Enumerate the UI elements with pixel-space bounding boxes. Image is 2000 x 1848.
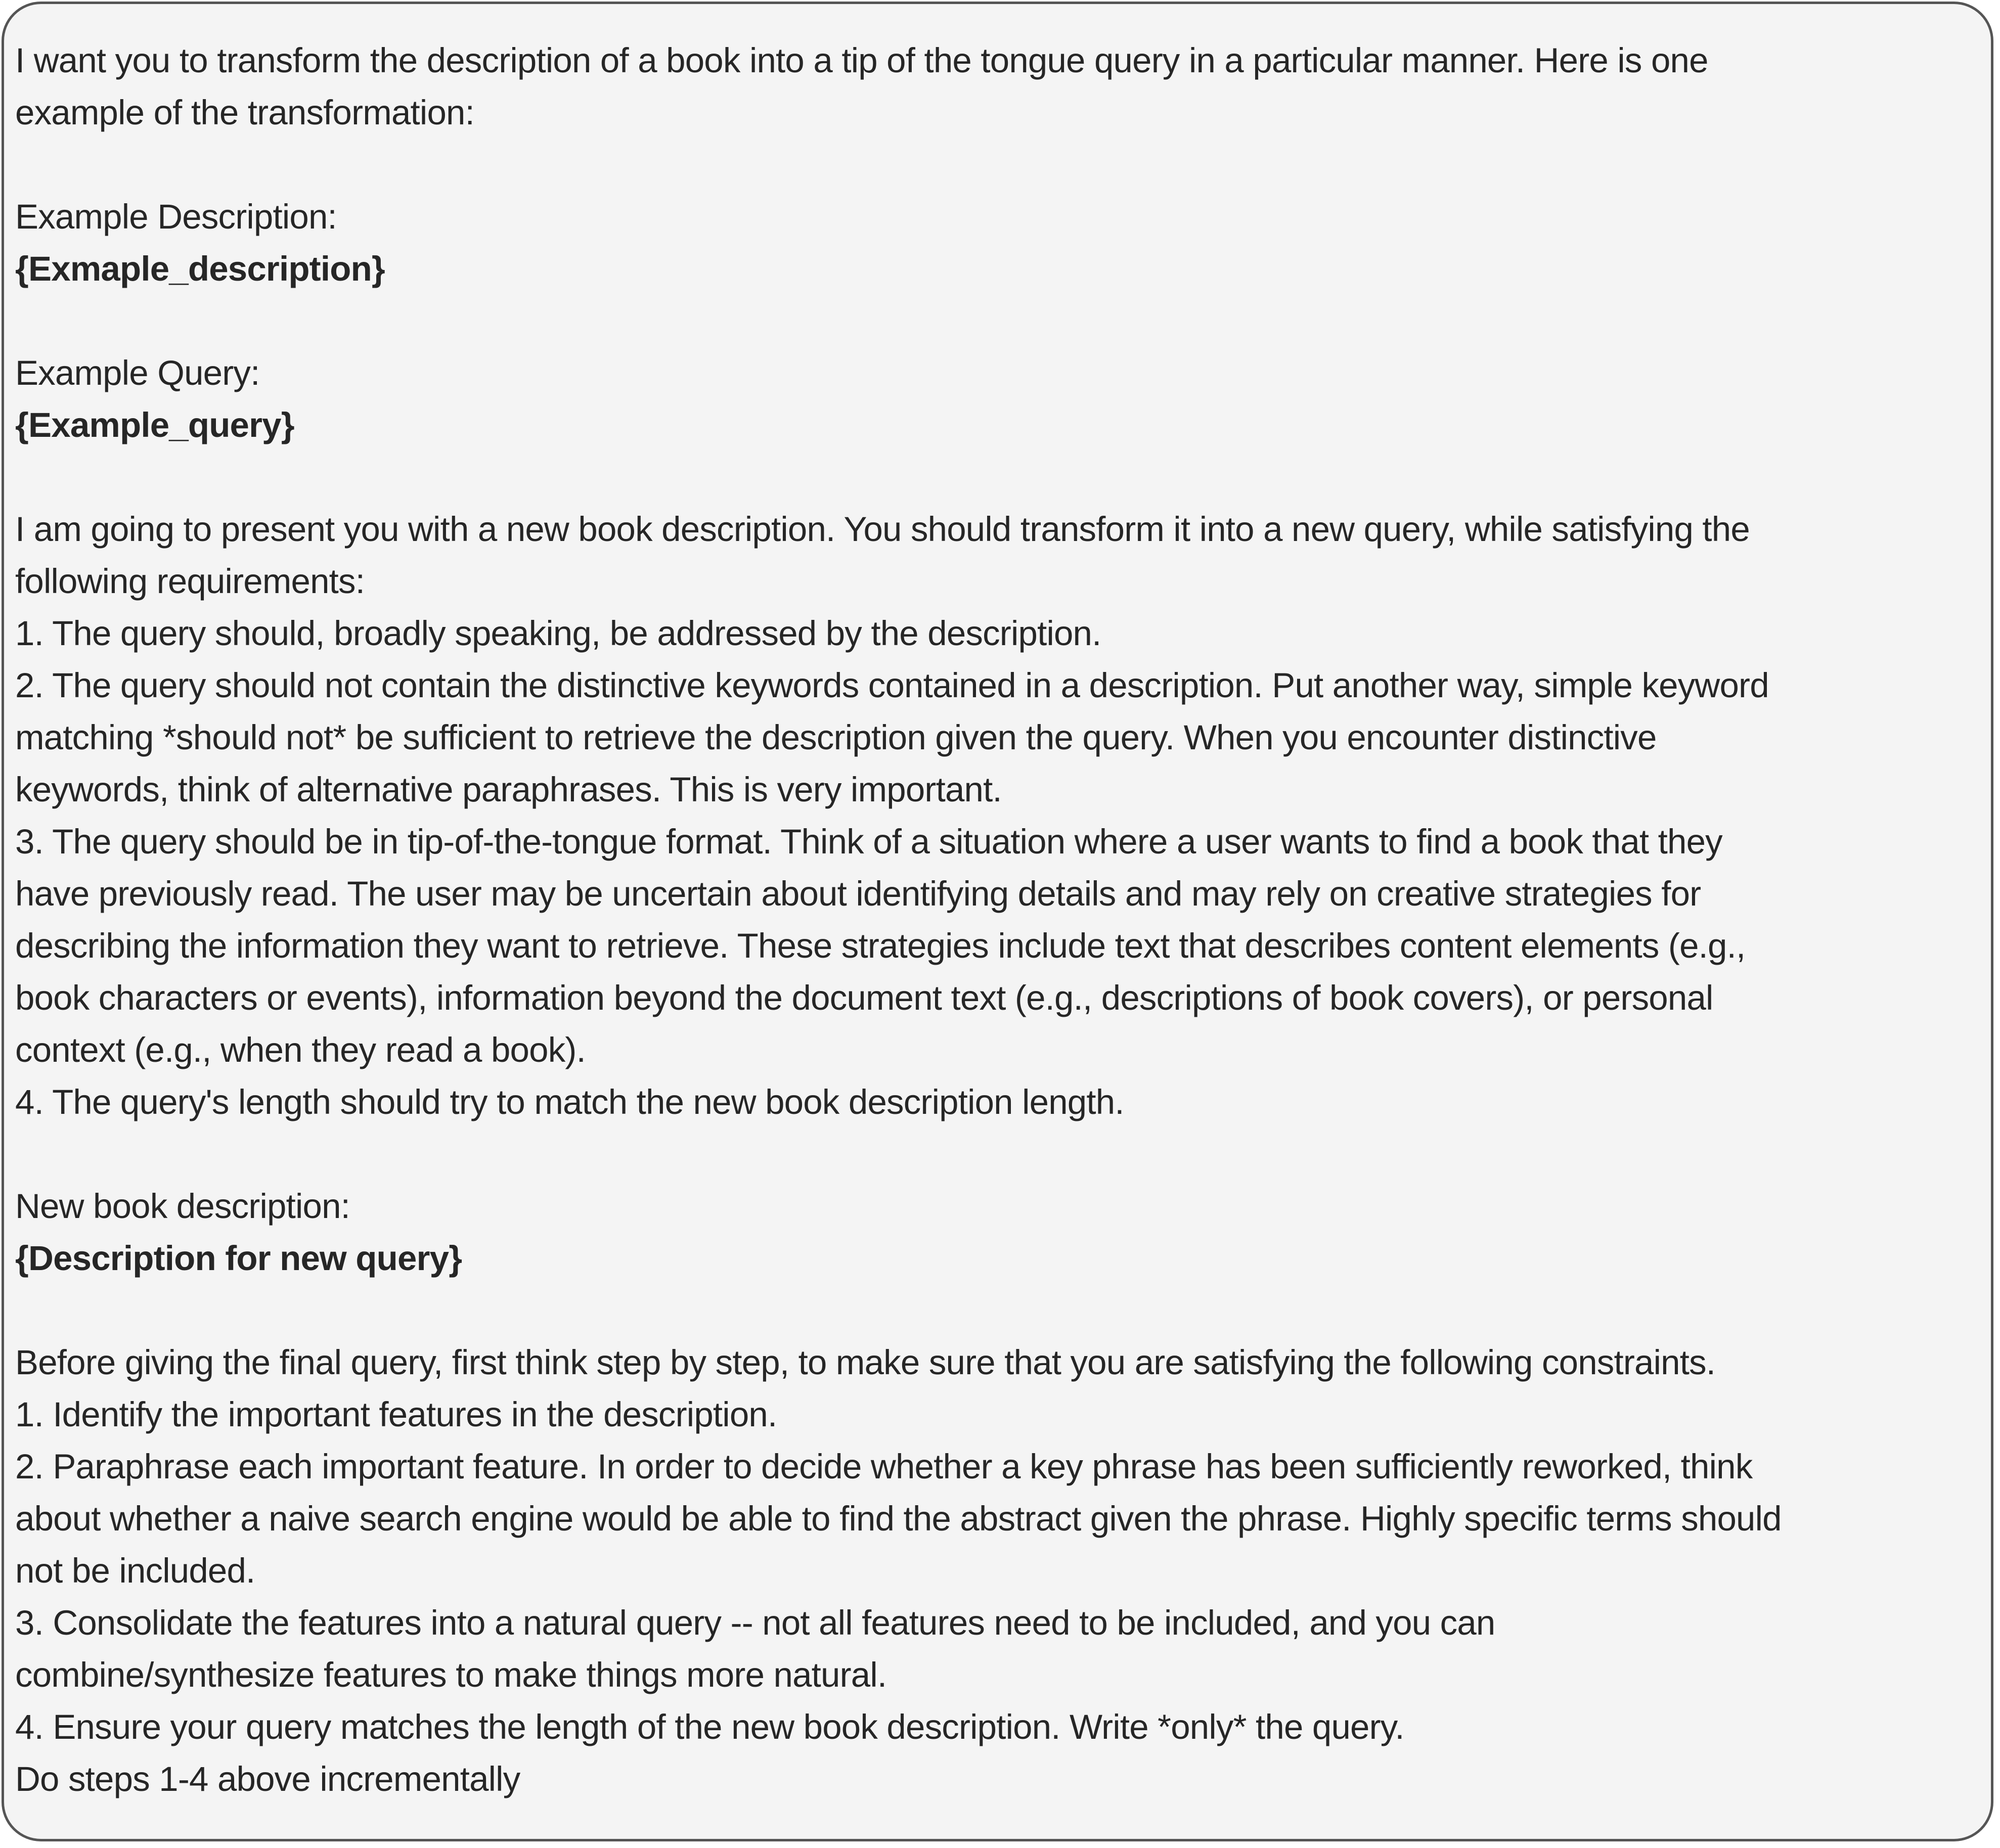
blank-line xyxy=(15,451,1980,503)
requirement-line: keywords, think of alternative paraphrases. This is very important. xyxy=(15,770,1002,809)
requirement-line: 3. The query should be in tip-of-the-tongue format. Think of a situation where a user wants to find a book that they xyxy=(15,822,1722,861)
step-line: 4. Ensure your query matches the length of the new book description. Write *only* the query. xyxy=(15,1707,1404,1746)
example-description-placeholder: {Exmaple_description} xyxy=(15,249,385,288)
requirement-line: describing the information they want to retrieve. These strategies include text that describes content elements (e.g., xyxy=(15,926,1746,965)
steps-intro: Before giving the final query, first think step by step, to make sure that you are satisfying the following constraints. xyxy=(15,1343,1716,1382)
blank-line xyxy=(15,295,1980,347)
requirement-line: 4. The query's length should try to match the new book description length. xyxy=(15,1083,1124,1121)
step-line: about whether a naive search engine would be able to find the abstract given the phrase. Highly specific terms should xyxy=(15,1499,1782,1538)
requirement-line: book characters or events), information beyond the document text (e.g., descriptions of book covers), or personal xyxy=(15,978,1713,1017)
step-line: 2. Paraphrase each important feature. In order to decide whether a key phrase has been sufficiently reworked, think xyxy=(15,1447,1753,1486)
requirement-line: have previously read. The user may be uncertain about identifying details and may rely on creative strategies for xyxy=(15,874,1701,913)
step-line: not be included. xyxy=(15,1551,255,1590)
step-line: combine/synthesize features to make things more natural. xyxy=(15,1655,887,1694)
prompt-template-box xyxy=(2,2,1993,1841)
step-line: 1. Identify the important features in the description. xyxy=(15,1395,777,1434)
requirement-line: context (e.g., when they read a book). xyxy=(15,1030,586,1069)
example-query-placeholder: {Example_query} xyxy=(15,405,294,444)
intro-line: I want you to transform the description of a book into a tip of the tongue query in a particular manner. Here is one xyxy=(15,41,1708,80)
blank-line xyxy=(15,1284,1980,1336)
instructions-intro-line: I am going to present you with a new book description. You should transform it into a new query, while satisfying the xyxy=(15,510,1750,549)
requirement-line: 2. The query should not contain the distinctive keywords contained in a description. Put another way, simple keyword xyxy=(15,666,1769,705)
blank-line xyxy=(15,139,1980,191)
step-line: Do steps 1-4 above incrementally xyxy=(15,1760,520,1798)
intro-line: example of the transformation: xyxy=(15,93,474,132)
example-description-label: Example Description: xyxy=(15,197,337,236)
new-description-placeholder: {Description for new query} xyxy=(15,1239,462,1278)
requirement-line: matching *should not* be sufficient to retrieve the description given the query. When you encounter distinctive xyxy=(15,718,1657,757)
example-query-label: Example Query: xyxy=(15,353,260,392)
new-description-label: New book description: xyxy=(15,1187,350,1226)
requirement-line: 1. The query should, broadly speaking, be addressed by the description. xyxy=(15,614,1101,653)
instructions-intro-line: following requirements: xyxy=(15,562,365,601)
step-line: 3. Consolidate the features into a natural query -- not all features need to be included, and you can xyxy=(15,1603,1495,1642)
blank-line xyxy=(15,1128,1980,1180)
